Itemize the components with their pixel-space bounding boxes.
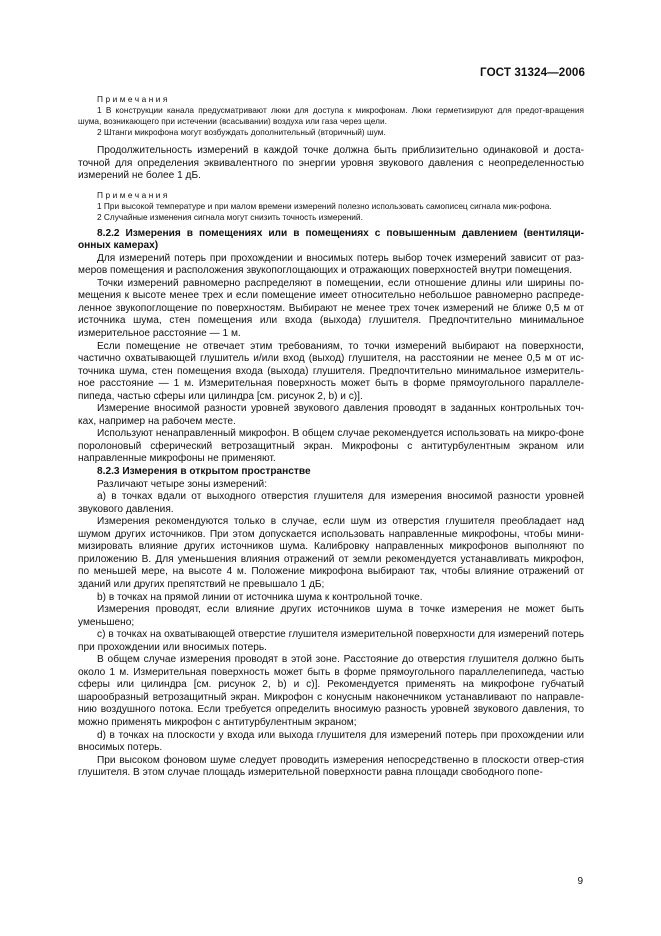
paragraph: Измерение вносимой разности уровней звукового давления проводят в заданных контрольных точ-ках, например на рабочем месте. [78, 403, 584, 427]
paragraph: Если помещение не отвечает этим требованиям, то точки измерений выбирают на поверхности, частично охватывающей глушитель и/или вход (выход) глушителя, на расстоянии не менее 0,5 м от ис-точника шума, стен помещения входа (выхода) глушителя. Предпочтительно минимальное измеритель-ное расстояние — 1 м. Измерительная поверхность может быть в форме прямоугольного параллеле-пипеда, частью сферы или цилиндра [см. рисунок 2, b) и c)]. [78, 340, 584, 402]
document-code: ГОСТ 31324—2006 [480, 66, 585, 79]
list-item: b) в точках на прямой линии от источника шума к контрольной точке. [97, 591, 423, 603]
paragraph: При высоком фоновом шуме следует проводить измерения непосредственно в плоскости отвер-стия глушителя. В этом случае площадь измерительной поверхности равна площади свободного попе- [78, 754, 584, 779]
notes-title: Примечания [97, 189, 170, 200]
list-item: a) в точках вдали от выходного отверстия глушителя для измерения вносимой разности уровней звукового давления. [78, 491, 584, 515]
page-content [78, 94, 584, 780]
paragraph: В общем случае измерения проводят в этой зоне. Расстояние до отверстия глушителя должно быть около 1 м. Измерительная поверхность может быть в форме прямоугольного параллелепипеда, частью сферы или цилиндра [см. рисунок 2, b) и c)]. Рекомендуется применять на микрофоне губчатый шарообразный ветрозащитный экран. Микрофон с конусным наконечником устанавливают по направле-нию воздушного потока. Если требуется определить вносимую разность уровней звукового давления, то можно применять микрофон с антитурбулентным экраном; [78, 654, 584, 728]
paragraph: Измерения проводят, если влияние других источников шума в точке измерения не может быть уменьшено; [78, 604, 584, 628]
paragraph: Различают четыре зоны измерений: [97, 478, 268, 490]
notes-title: Примечания [97, 94, 170, 104]
paragraph: Для измерений потерь при прохождении и вносимых потерь выбор точек измерений зависит от раз-меров помещения и расположения звукопоглощающих и отражающих поверхностей внутри помещения. [78, 252, 584, 277]
note-item: 1 В конструкции канала предусматривают люки для доступа к микрофонам. Люки герметизируют для предот-вращения шума, возникающего при истечении (всасывании) воздуха или газа через щели. [78, 105, 584, 126]
section-heading-8-2-3: 8.2.3 Измерения в открытом пространстве [97, 466, 311, 478]
list-item: c) в точках на охватывающей отверстие глушителя измерительной поверхности для измерений потерь при прохождении или вносимых потерь. [78, 629, 584, 653]
note-item: 1 При высокой температуре и при малом времени измерений полезно использовать самописец сигнала мик-рофона. [97, 200, 552, 211]
paragraph: Точки измерений равномерно распределяют в помещении, если отношение длины или ширины по-мещения к высоте менее трех и если помещение имеет относительно небольшое равномерно распреде-ленное звукопоглощение по поверхностям. Выбирают не менее трех точек измерений не ближе 0,5 м от источника шума, стен помещения или входа (выхода) глушителя. Предпочтительно минимальное измерительное расстояние — 1 м. [78, 277, 584, 340]
paragraph: Измерения рекомендуются только в случае, если шум из отверстия глушителя преобладает над шумом других источников. При этом допускается использовать направленные микрофоны, чтобы мини-мизировать влияние других источников шума. Калибровку направленных микрофонов выполняют по приложению В. Для уменьшения влияния отражений от земли рекомендуется устанавливать микрофон, по меньшей мере, на высоте 4 м. Положение микрофона выбирают так, чтобы влияние отражений от зданий или других препятствий не превышало 1 дБ; [78, 516, 584, 590]
paragraph: Используют ненаправленный микрофон. В общем случае рекомендуется использовать на микро-фоне поролоновый сферический ветрозащитный экран. Микрофоны с антитурбулентным экраном или направленные микрофоны не применяют. [78, 428, 584, 465]
section-heading-8-2-2: 8.2.2 Измерения в помещениях или в помещениях с повышенным давлением (вентиляци-онных камерах) [78, 227, 584, 252]
paragraph: Продолжительность измерений в каждой точке должна быть приблизительно одинаковой и доста-точной для определения эквивалентного по энергии уровня звукового давления с неопределенностью измерений не более 1 дБ. [78, 145, 584, 182]
page-number: 9 [577, 876, 583, 887]
list-item: d) в точках на плоскости у входа или выхода глушителя для измерений потерь при прохождении или вносимых потерь. [78, 729, 584, 754]
note-item: 2 Случайные изменения сигнала могут снизить точность измерений. [97, 211, 363, 222]
note-item: 2 Штанги микрофона могут возбуждать дополнительный (вторичный) шум. [97, 127, 386, 137]
